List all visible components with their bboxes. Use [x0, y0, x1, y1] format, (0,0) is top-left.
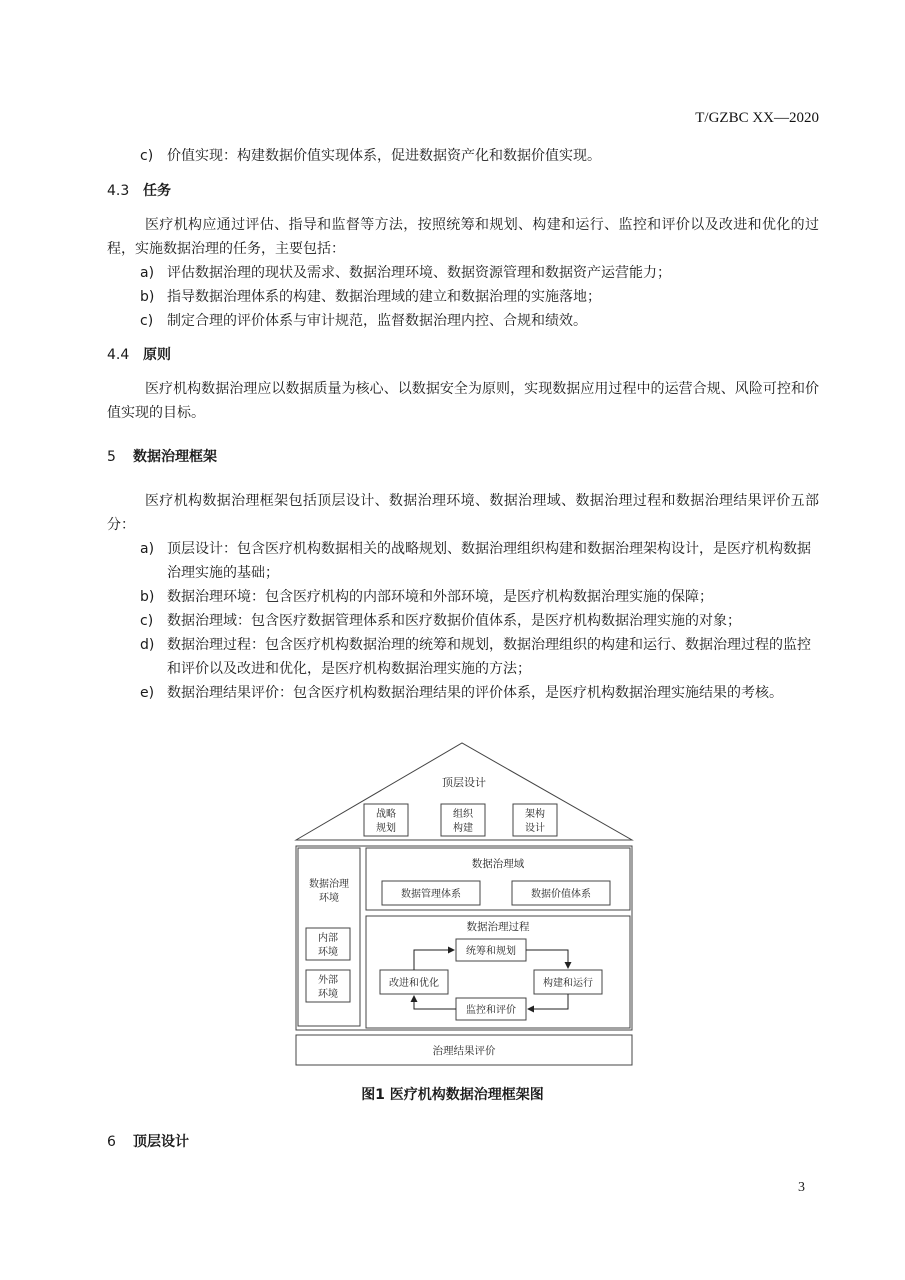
section-title: 任务 — [143, 183, 171, 199]
list-marker: c) — [140, 313, 154, 329]
list-item-text: 数据治理过程：包含医疗机构数据治理的统筹和规划，数据治理组织的构建和运行、数据治理过程的监控和评价以及改进和优化，是医疗机构数据治理实施的方法； — [167, 637, 811, 677]
process-title: 数据治理过程 — [466, 921, 530, 933]
list-item — [107, 681, 819, 705]
arrow-plan-to-build — [526, 950, 568, 968]
environment-title-line: 数据治理 — [309, 879, 349, 890]
list-marker: a) — [140, 541, 155, 557]
list-item-text: 指导数据治理体系的构建、数据治理域的建立和数据治理的实施落地； — [167, 289, 601, 305]
domain-box-label: 数据价值体系 — [531, 889, 591, 900]
list-item — [107, 309, 819, 333]
section-number: 6 — [107, 1134, 116, 1150]
figure-caption: 图1 医疗机构数据治理框架图 — [361, 1087, 544, 1103]
section-heading-4-4 — [107, 343, 819, 367]
list-marker: c) — [140, 613, 154, 629]
roof-box-line: 组织 — [453, 809, 473, 820]
env-box-line: 环境 — [318, 989, 338, 1000]
list-marker: c) — [140, 148, 154, 164]
arrow-improve-to-plan — [414, 950, 454, 970]
list-item-text: 价值实现：构建数据价值实现体系，促进数据资产化和数据价值实现。 — [167, 148, 601, 164]
roof-box-line: 规划 — [376, 823, 396, 834]
domain-box-label: 数据管理体系 — [401, 889, 461, 900]
list-item — [107, 285, 819, 309]
process-step-label: 监控和评价 — [466, 1005, 516, 1016]
list-marker: a) — [140, 265, 155, 281]
list-item-text: 数据治理环境：包含医疗机构的内部环境和外部环境，是医疗机构数据治理实施的保障； — [167, 589, 713, 605]
list-marker: e) — [140, 685, 155, 701]
list-item — [107, 537, 819, 585]
env-box-line: 环境 — [318, 947, 338, 958]
process-step-label: 改进和优化 — [389, 978, 439, 989]
section-heading-5 — [107, 445, 819, 469]
list-item — [107, 609, 819, 633]
list-item — [107, 633, 819, 681]
section-title: 原则 — [143, 347, 171, 363]
paragraph-5: 医疗机构数据治理框架包括顶层设计、数据治理环境、数据治理域、数据治理过程和数据治理结果评价五部分： — [107, 493, 819, 533]
base-title: 治理结果评价 — [432, 1045, 496, 1057]
domain-title: 数据治理域 — [471, 858, 525, 870]
list-marker: b) — [140, 289, 155, 305]
process-step-label: 构建和运行 — [543, 978, 593, 989]
page-content — [107, 144, 819, 705]
process-step-label: 统筹和规划 — [466, 946, 516, 957]
list-item-text: 制定合理的评价体系与审计规范，监督数据治理内控、合规和绩效。 — [167, 313, 587, 329]
page-number: 3 — [798, 1180, 805, 1195]
list-marker: d) — [140, 637, 155, 653]
section-number: 4.4 — [107, 347, 130, 363]
list-marker: b) — [140, 589, 155, 605]
framework-diagram — [294, 740, 634, 1070]
section-heading-4-3 — [107, 179, 819, 203]
list-item — [107, 585, 819, 609]
list-item-text: 数据治理结果评价：包含医疗机构数据治理结果的评价体系，是医疗机构数据治理实施结果的考核。 — [167, 685, 783, 701]
section-heading-6 — [107, 1131, 189, 1151]
section-number: 4.3 — [107, 183, 130, 199]
roof-box-line: 设计 — [525, 823, 545, 834]
list-item-text: 顶层设计：包含医疗机构数据相关的战略规划、数据治理组织构建和数据治理架构设计，是医疗机构数据治理实施的基础； — [167, 541, 811, 581]
arrow-build-to-monitor — [528, 994, 568, 1009]
document-id: T/GZBC XX—2020 — [695, 110, 819, 126]
list-item-text: 数据治理域：包含医疗数据管理体系和医疗数据价值体系，是医疗机构数据治理实施的对象； — [167, 613, 741, 629]
paragraph-4-3: 医疗机构应通过评估、指导和监督等方法，按照统筹和规划、构建和运行、监控和评价以及改进和优化的过程，实施数据治理的任务，主要包括： — [107, 217, 819, 257]
arrow-monitor-to-improve — [414, 996, 456, 1009]
env-box-line: 外部 — [318, 975, 338, 986]
section-title: 顶层设计 — [133, 1134, 189, 1150]
section-number: 5 — [107, 449, 116, 465]
section-title: 数据治理框架 — [133, 449, 217, 465]
list-item — [107, 261, 819, 285]
list-item-text: 评估数据治理的现状及需求、数据治理环境、数据资源管理和数据资产运营能力； — [167, 265, 671, 281]
roof-title: 顶层设计 — [442, 776, 486, 789]
paragraph-4-4: 医疗机构数据治理应以数据质量为核心、以数据安全为原则，实现数据应用过程中的运营合规、风险可控和价值实现的目标。 — [107, 381, 819, 421]
env-box-line: 内部 — [318, 933, 338, 944]
roof-box-line: 构建 — [453, 823, 473, 834]
environment-title-line: 环境 — [319, 893, 339, 904]
roof-box-line: 架构 — [525, 809, 545, 820]
framework-figure — [294, 740, 634, 1070]
list-item-4-2-c — [107, 144, 819, 168]
roof-box-line: 战略 — [376, 809, 396, 820]
